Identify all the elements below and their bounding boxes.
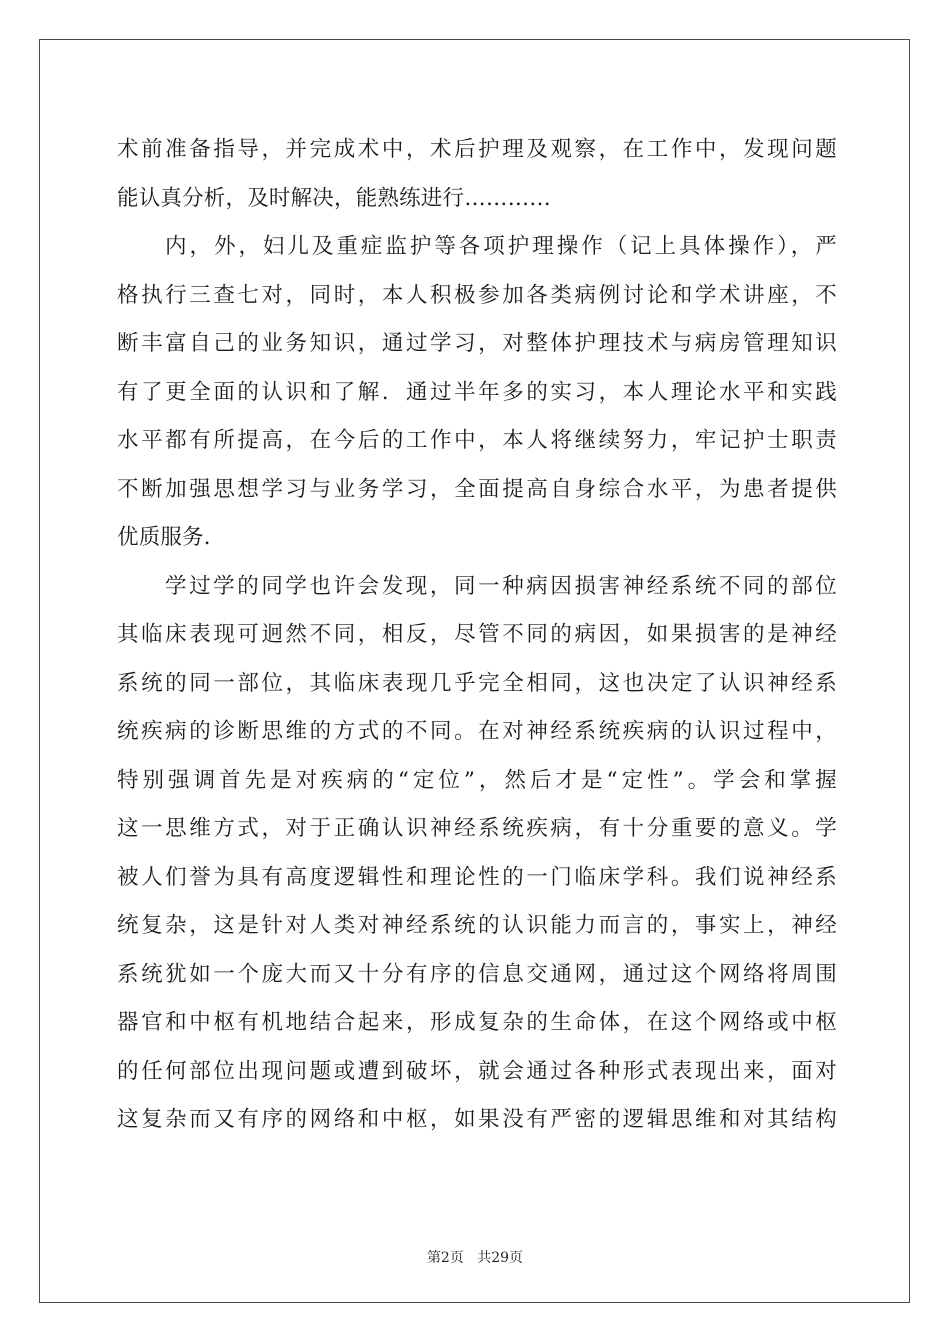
text-line: 统复杂，这是针对人类对神经系统的认识能力而言的，事实上，神经 bbox=[117, 913, 837, 938]
text-line: 格执行三查七对，同时，本人积极参加各类病例讨论和学术讲座，不 bbox=[117, 282, 837, 308]
text-line: 这复杂而又有序的网络和中枢，如果没有严密的逻辑思维和对其结构 bbox=[117, 1107, 837, 1132]
text-line: 这一思维方式，对于正确认识神经系统疾病，有十分重要的意义。学 bbox=[117, 816, 837, 841]
text-line: 内，外，妇儿及重症监护等各项护理操作（记上具体操作），严 bbox=[165, 234, 837, 259]
text-line: 被人们誉为具有高度逻辑性和理论性的一门临床学科。我们说神经系 bbox=[117, 864, 837, 890]
text-line: 其临床表现可迥然不同，相反，尽管不同的病因，如果损害的是神经 bbox=[117, 622, 837, 647]
text-line: 学过学的同学也许会发现，同一种病因损害神经系统不同的部位 bbox=[165, 573, 837, 599]
text-line: 有了更全面的认识和了解．通过半年多的实习，本人理论水平和实践 bbox=[117, 379, 837, 405]
text-line: 统疾病的诊断思维的方式的不同。在对神经系统疾病的认识过程中， bbox=[117, 719, 837, 744]
text-line: 优质服务． bbox=[117, 525, 226, 550]
text-line: 不断加强思想学习与业务学习，全面提高自身综合水平，为患者提供 bbox=[117, 476, 837, 502]
text-line: 系统的同一部位，其临床表现几乎完全相同，这也决定了认识神经系 bbox=[117, 670, 837, 696]
text-line: 系统犹如一个庞大而又十分有序的信息交通网，通过这个网络将周围 bbox=[117, 961, 837, 987]
page-number: 第2页 bbox=[426, 1250, 464, 1266]
text-line: 器官和中枢有机地结合起来，形成复杂的生命体，在这个网络或中枢 bbox=[117, 1010, 837, 1035]
text-line: 特别强调首先是对疾病的“定位”，然后才是“定性”。学会和掌握 bbox=[117, 767, 837, 793]
page-total: 共29页 bbox=[477, 1250, 524, 1266]
document-body bbox=[117, 126, 837, 1145]
page-footer bbox=[0, 1247, 950, 1267]
text-line: 断丰富自己的业务知识，通过学习，对整体护理技术与病房管理知识 bbox=[117, 331, 837, 356]
text-line: 水平都有所提高，在今后的工作中，本人将继续努力，牢记护士职责 bbox=[117, 428, 837, 453]
text-line: 的任何部位出现问题或遭到破坏，就会通过各种形式表现出来，面对 bbox=[117, 1058, 837, 1084]
text-line: 术前准备指导，并完成术中，术后护理及观察，在工作中，发现问题 bbox=[117, 137, 837, 162]
text-line: 能认真分析，及时解决，能熟练进行………… bbox=[117, 185, 552, 211]
